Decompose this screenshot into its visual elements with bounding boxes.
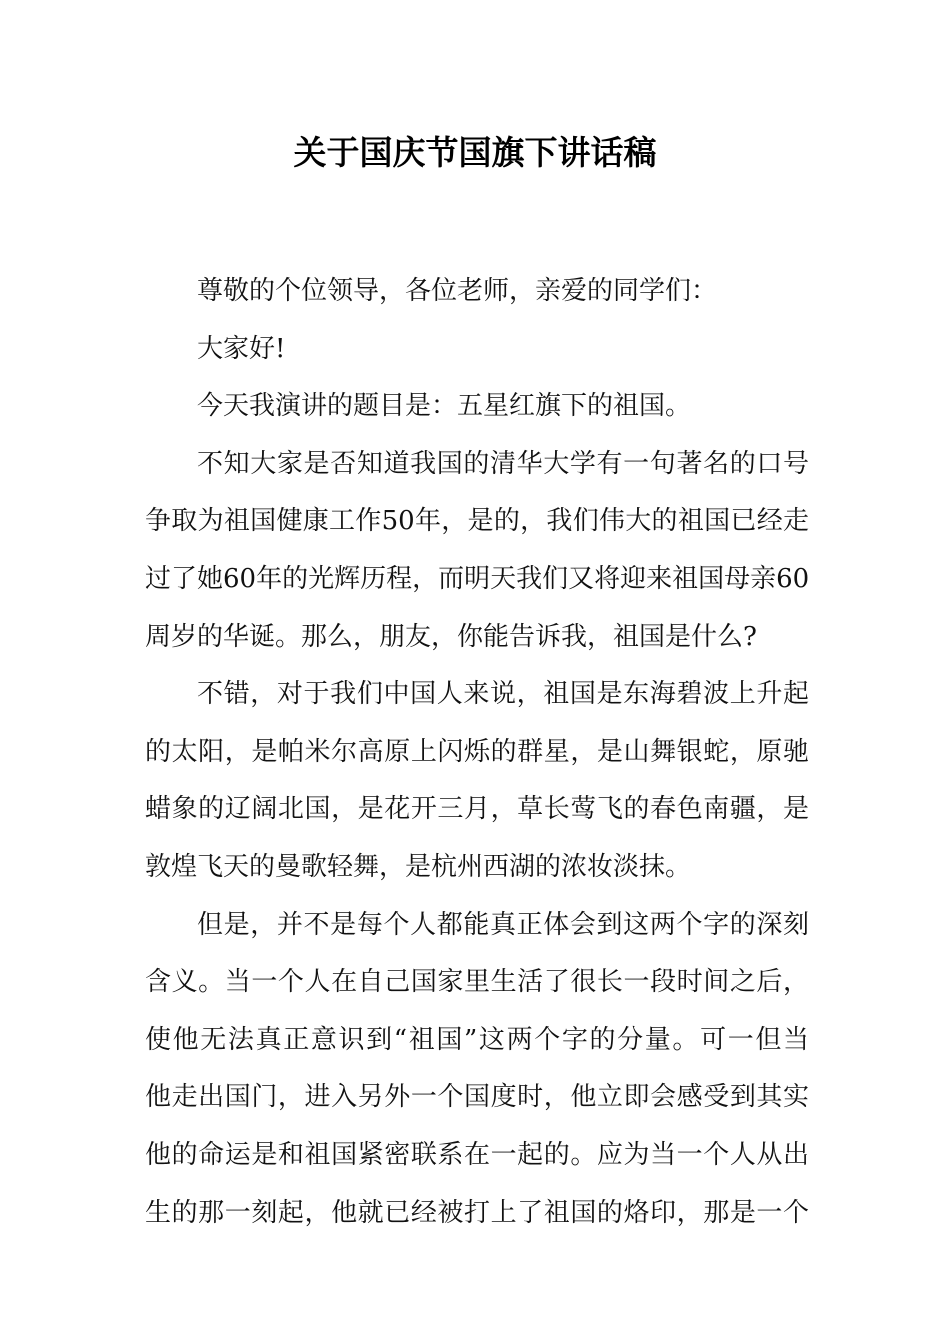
text-line: 今天我演讲的题目是：五星红旗下的祖国。 bbox=[197, 391, 692, 422]
text-line: 的太阳，是帕米尔高原上闪烁的群星，是山舞银蛇，原驰 bbox=[145, 736, 809, 767]
paragraph-body bbox=[145, 897, 809, 1243]
text-line: 蜡象的辽阔北国，是花开三月，草长莺飞的春色南疆，是 bbox=[145, 794, 809, 825]
document-title: 关于国庆节国旗下讲话稿 bbox=[293, 133, 657, 172]
text-line: 争取为祖国健康工作50年，是的，我们伟大的祖国已经走 bbox=[145, 506, 809, 537]
text-line: 尊敬的个位领导，各位老师，亲爱的同学们： bbox=[197, 276, 718, 306]
paragraph-body bbox=[145, 666, 809, 896]
text-line: 生的那一刻起，他就已经被打上了祖国的烙印，那是一个 bbox=[145, 1197, 809, 1228]
document-body bbox=[145, 263, 809, 1242]
text-line: 大家好! bbox=[197, 333, 286, 364]
paragraph-body bbox=[145, 436, 809, 666]
text-line: 周岁的华诞。那么，朋友，你能告诉我，祖国是什么? bbox=[145, 621, 757, 652]
text-line: 含义。当一个人在自己国家里生活了很长一段时间之后， bbox=[145, 967, 809, 998]
text-line: 敦煌飞天的曼歌轻舞，是杭州西湖的浓妆淡抹。 bbox=[145, 851, 692, 882]
paragraph-greeting bbox=[145, 321, 809, 379]
text-line: 他走出国门，进入另外一个国度时，他立即会感受到其实 bbox=[145, 1082, 809, 1113]
text-line: 他的命运是和祖国紧密联系在一起的。应为当一个人从出 bbox=[145, 1139, 809, 1170]
text-line: 不错，对于我们中国人来说，祖国是东海碧波上升起 bbox=[197, 679, 809, 710]
paragraph-salutation bbox=[145, 263, 809, 321]
paragraph-topic bbox=[145, 378, 809, 436]
text-line: 过了她60年的光辉历程，而明天我们又将迎来祖国母亲60 bbox=[145, 563, 810, 594]
text-line: 不知大家是否知道我国的清华大学有一句著名的口号 bbox=[197, 448, 809, 479]
text-line: 使他无法真正意识到“祖国”这两个字的分量。可一但当 bbox=[145, 1024, 809, 1055]
text-line: 但是，并不是每个人都能真正体会到这两个字的深刻 bbox=[197, 909, 809, 940]
